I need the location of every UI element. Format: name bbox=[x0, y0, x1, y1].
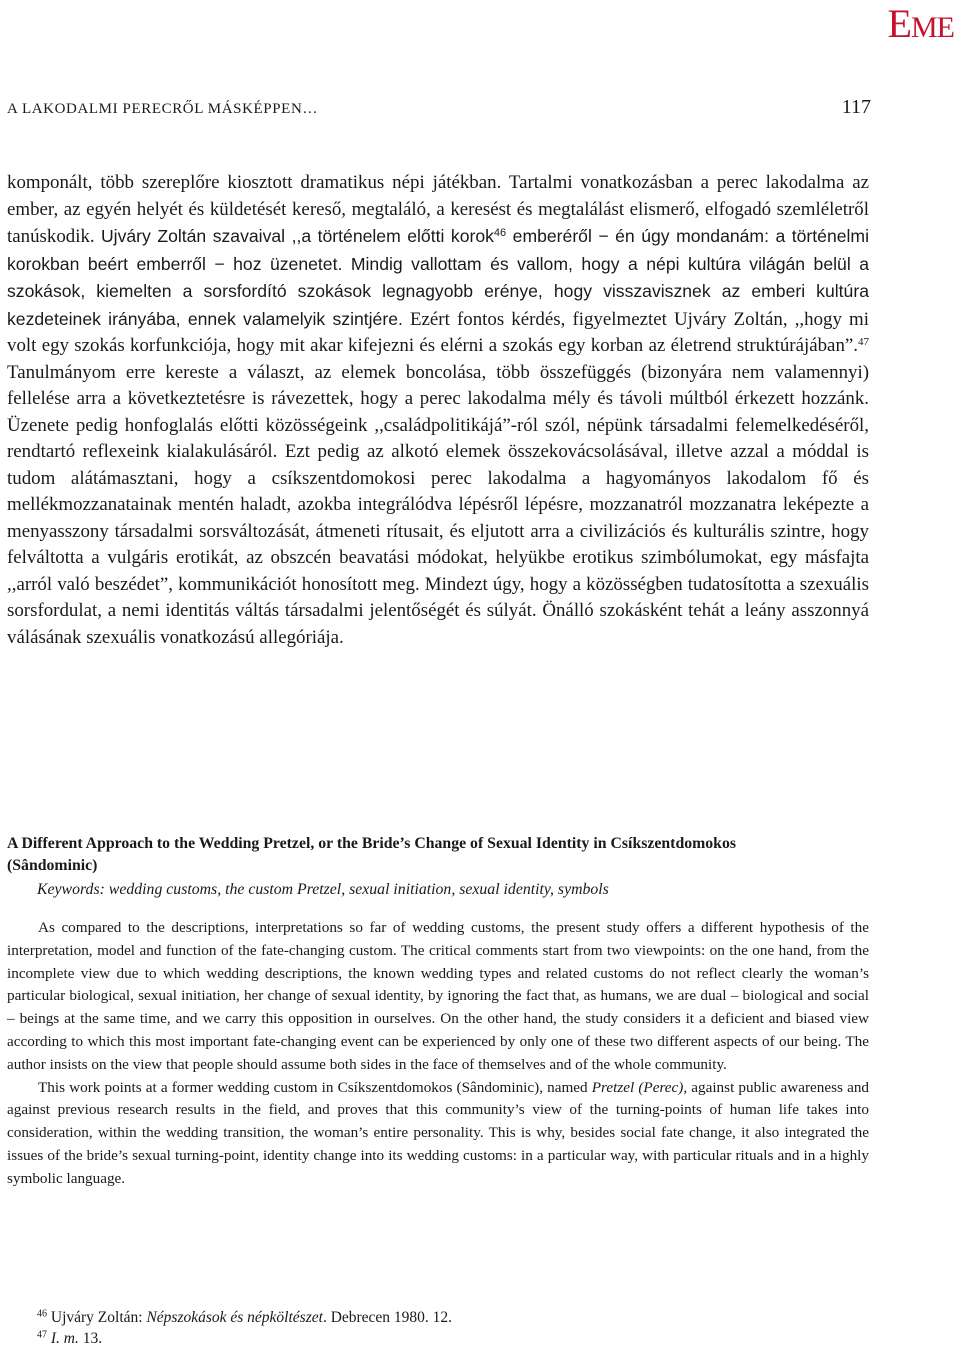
journal-logo: EME bbox=[887, 1, 954, 46]
abstract-paragraph-2: This work points at a former wedding custom in Csíkszentdomokos (Sândominic), named Pretzel (Perec), against public awareness and against previous research results in the field, and proves that this community’s view of the turning-points of human life takes into consideration, within the wedding transition, the woman’s entire personality. This is why, besides social fate change, it also integrated the issues of the bride’s sexual turning-point, identity change into its wedding customs: in a particular way, with particular rituals and in a highly symbolic language. bbox=[7, 1078, 870, 1187]
sans-segment: Ujváry Zoltán szavaival ,,a történelem előtti korok$^{46}$ emberéről − én úgy mondanám: a történelmi korokban beért emberről − hoz üzenetet. Mindig vallottam és vallom, hogy a népi kultúra világán belül a szokások, kiemelten a sorsfordító szokások legnagyobb erénye, hogy visszavisznek az emberi kultúra kezdeteinek irányába, ennek valamelyik szintjére. bbox=[7, 226, 869, 329]
running-title: A LAKODALMI PERECRŐL MÁSKÉPPEN… bbox=[7, 101, 318, 117]
body-paragraph: komponált, több szereplőre kiosztott dramatikus népi játékban. Tartalmi vonatkozásban a perec lakodalma az ember, az egyén helyét és küldetését kereső, megtaláló, a keresést és megtalálást elismerő, elfogadó szemléletről tanúskodik. Ujváry Zoltán szavaival ,,a történelem előtti korok$^{46}$ emberéről − én úgy mondanám: a történelmi korokban beért emberről − hoz üzenetet. Mindig vallottam és vallom, hogy a népi kultúra világán belül a szokások, kiemelten a sorsfordító szokások legnagyobb erénye, hogy visszavisznek az emberi kultúra kezdeteinek irányába, ennek valamelyik szintjére. Ezért fontos kérdés, figyelmeztet Ujváry Zoltán, ,,hogy mi volt egy szokás korfunkciója, hogy mit akar kifejezni és elérni a szokás egy korban az életrend struktúrájában”.$^{47}$ Tanulmányom erre kereste a választ, az elemek boncolása, több összefüggés (bizonyára nem valamennyi) fellelése arra a következtetésre is rávezettek, hogy a perec lakodalma mély és távoli múltból érkezett hozzánk. Üzenete pedig honfoglalás előtti közösségeink ,,családpolitikájá”-ról szól, népünk társadalmi felemelkedéséről, rendtartó reflexeink kialakulásáról. Ezt pedig az alkotó elemek összekovácsolásával, illetve azzal a móddal is tudom alátámasztani, hogy a csíkszentdomokosi perec lakodalma a hagyományos lakodalom fő és mellékmozzanatainak mentén haladt, azokba integrálódva lépésről lépésre, mozzanatról mozzanatra leképezte a menyasszony társadalmi sorsváltozását, átmeneti rítusait, és eljutott arra a civilizációs és kulturális szintre, hogy felváltotta a vulgáris erotikát, az obszcén beavatási módokat, helyükbe erotikus szimbólumokat, egy másfajta ,,arról való beszédet”, kommunikációt honosított meg. Mindezt úgy, hogy a közösségben tudatosította a szexuális sorsfordulat, a nemi identitás váltás társadalmi jelentőségét és súlyát. Önálló szokásként tehát a leány asszonnyá válásának szexuális vonatkozású allegóriája. bbox=[7, 172, 869, 648]
abstract-title: A Different Approach to the Wedding Pretzel, or the Bride’s Change of Sexual Identity in Csíkszentdomokos (Sândominic) bbox=[7, 835, 737, 874]
footnote-ref-47[interactable]: 47 bbox=[858, 335, 869, 348]
page-number: 117 bbox=[841, 96, 871, 118]
footnote-ref-46[interactable]: 46 bbox=[493, 226, 507, 239]
footnote-47: $^{47}$ I. m. 13. bbox=[37, 1329, 103, 1347]
footnotes bbox=[37, 1307, 452, 1349]
running-header bbox=[7, 96, 871, 119]
abstract-keywords: Keywords: wedding customs, the custom Pretzel, sexual initiation, sexual identity, symbols bbox=[37, 881, 609, 898]
abstract-paragraph-1: As compared to the descriptions, interpretations so far of wedding customs, the present study offers a different hypothesis of the interpretation, model and function of the fate-changing custom. The critical comments start from two viewpoints: on the one hand, from the incomplete view due to which wedding descriptions, the known wedding types and related customs do not reflect clearly the woman’s particular biological, sexual initiation, her change of sexual identity, by ignoring the fact that, as humans, we are dual – biological and social – beings at the same time, and we carry this opposition in ourselves. On the other hand, the study considers it a deficient and biased view according to which this most important fate-changing event can be experienced by only one of these two different aspects of our being. The author insists on the view that people should assume both sides in the face of themselves and of the whole community. bbox=[7, 919, 869, 1073]
english-abstract bbox=[7, 833, 869, 1191]
footnote-46: $^{46}$ Ujváry Zoltán: Népszokások és népköltészet. Debrecen 1980. 12. bbox=[37, 1308, 453, 1326]
